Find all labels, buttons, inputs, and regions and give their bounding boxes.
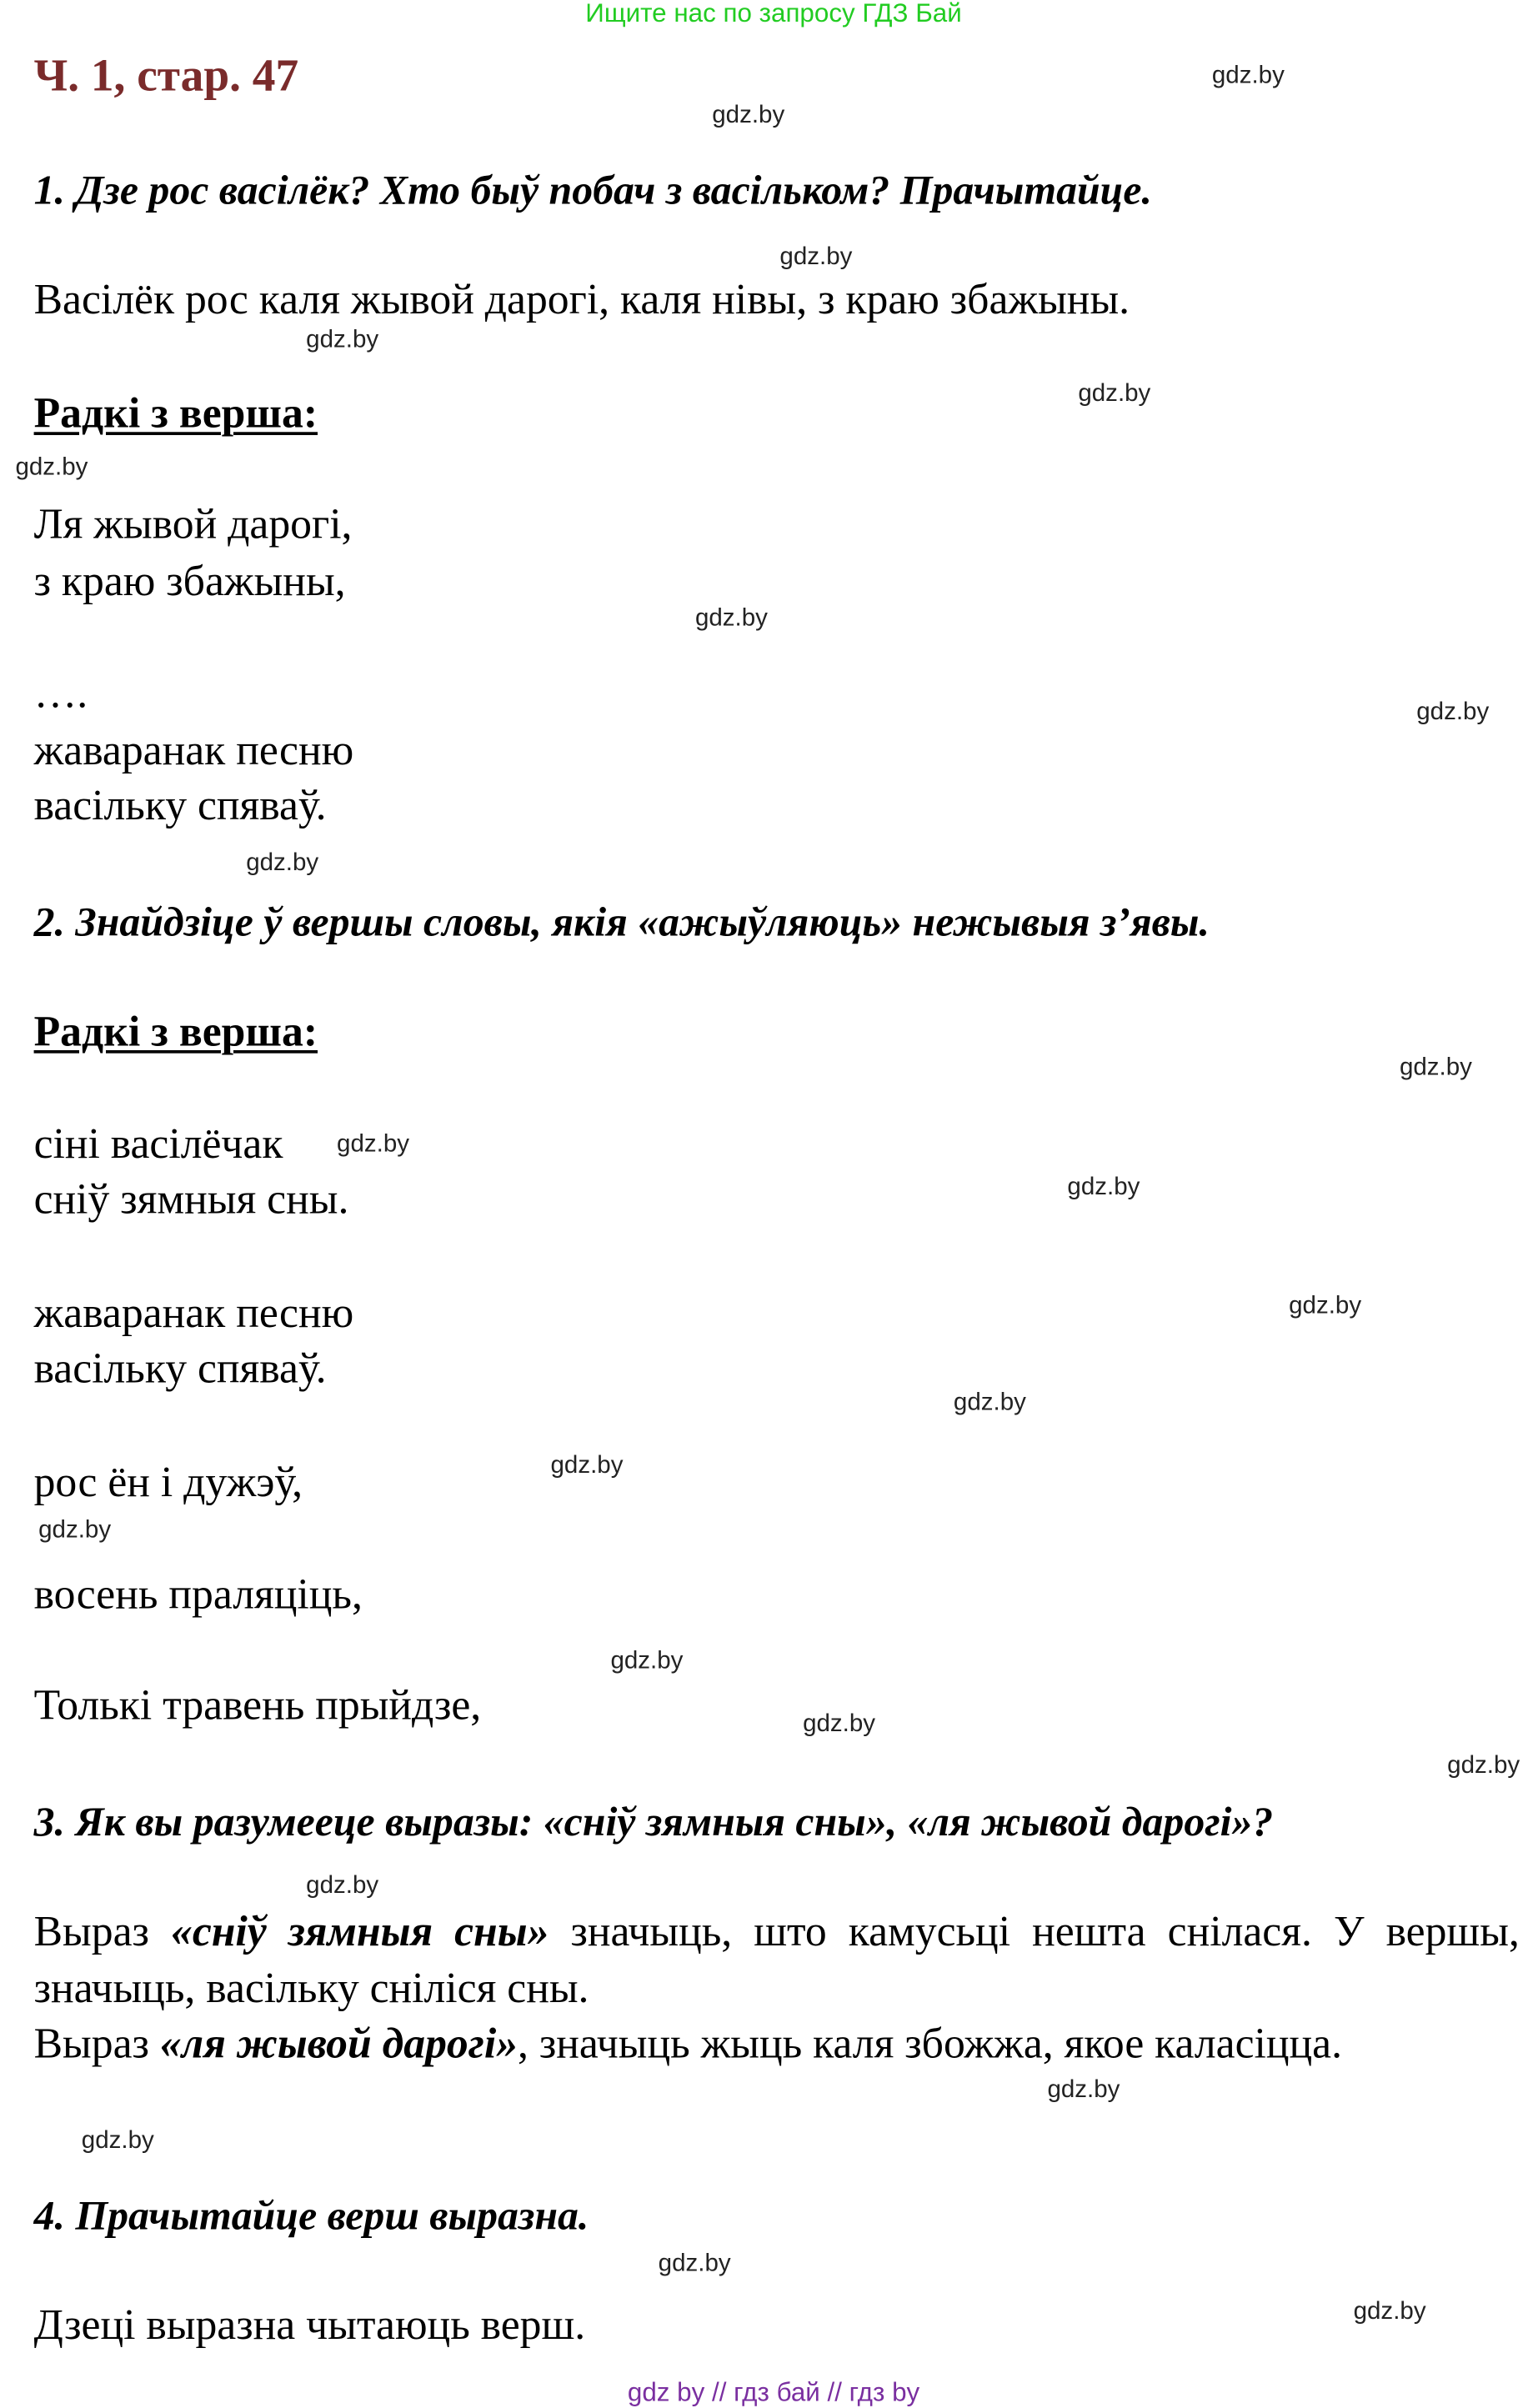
answer-4: Дзеці выразна чытаюць верш.: [33, 2301, 586, 2350]
watermark: gdz.by: [337, 1131, 410, 1158]
watermark: gdz.by: [1447, 1752, 1520, 1780]
answer-1: Васілёк рос каля жывой дарогі, каля нівы, з краю збажыны.: [33, 276, 1130, 325]
watermark: gdz.by: [610, 1648, 684, 1675]
watermark: gdz.by: [779, 243, 853, 271]
poem-line: Ля жывой дарогі,: [33, 501, 353, 549]
watermark: gdz.by: [1047, 2077, 1120, 2104]
watermark: gdz.by: [306, 327, 379, 353]
watermark: gdz.by: [1078, 381, 1151, 408]
poem-heading-2: Радкі з верша:: [33, 1009, 318, 1057]
watermark: gdz.by: [1416, 699, 1490, 726]
watermark: gdz.by: [712, 103, 785, 129]
question-1: 1. Дзе рос васілёк? Хто быў побач з васільком? Прачытайце.: [33, 167, 1152, 213]
watermark: gdz.by: [81, 2128, 154, 2155]
watermark: gdz.by: [1289, 1293, 1362, 1319]
poem-line: восень праляціць,: [33, 1571, 363, 1620]
search-banner[interactable]: Ищите нас по запросу ГДЗ Бай: [585, 0, 962, 28]
text: , значыць жыць каля збожжа, якое каласіцца.: [518, 2020, 1343, 2069]
poem-line: жаваранак песню: [33, 1289, 354, 1338]
watermark: gdz.by: [803, 1711, 876, 1738]
watermark: gdz.by: [246, 849, 319, 877]
question-4: 4. Прачытайце верш выразна.: [33, 2192, 589, 2239]
quote: «ля жывой дарогі»: [159, 2020, 519, 2069]
poem-line: з краю збажыны,: [33, 558, 346, 606]
answer-3-paragraph-2: [34, 2018, 1520, 2074]
answer-3-paragraph-1: [34, 1905, 1520, 2018]
poem-line: сніў зямныя сны.: [33, 1176, 349, 1224]
text: Выраз: [33, 1908, 171, 1956]
poem-line: Толькі травень прыйдзе,: [33, 1682, 482, 1730]
footer-links[interactable]: gdz by // гдз бай // гдз by: [627, 2377, 920, 2407]
poem-ellipsis: ….: [33, 670, 88, 718]
watermark: gdz.by: [658, 2250, 731, 2278]
text: Выраз: [33, 2020, 160, 2069]
poem-line: жаваранак песню: [33, 727, 354, 775]
quote: «сніў зямныя сны»: [170, 1908, 549, 1956]
watermark: gdz.by: [953, 1389, 1026, 1416]
question-3: 3. Як вы разумееце выразы: «сніў зямныя сны», «ля жывой дарогі»?: [33, 1798, 1274, 1845]
poem-heading-1: Радкі з верша:: [33, 390, 318, 438]
watermark: gdz.by: [306, 1872, 379, 1900]
poem-line: васільку спяваў.: [33, 1345, 327, 1394]
poem-line: рос ён і дужэў,: [33, 1459, 303, 1507]
watermark: gdz.by: [38, 1517, 112, 1544]
watermark: gdz.by: [1399, 1054, 1472, 1081]
watermark: gdz.by: [1067, 1174, 1140, 1201]
poem-line: сіні васілёчак: [33, 1120, 283, 1169]
watermark: gdz.by: [694, 605, 768, 632]
watermark: gdz.by: [15, 454, 88, 482]
question-2: 2. Знайдзіце ў вершы словы, якія «ажыўляюць» нежывыя з’явы.: [33, 899, 1210, 945]
text: значыць, што камусьці нешта снілася. У вершы, значыць, васільку сніліся сны.: [33, 1908, 1520, 2013]
poem-line: васільку спяваў.: [33, 782, 327, 831]
page-title: Ч. 1, стар. 47: [33, 50, 299, 102]
watermark: gdz.by: [1353, 2298, 1426, 2325]
watermark: gdz.by: [1211, 63, 1285, 89]
watermark: gdz.by: [550, 1453, 624, 1479]
